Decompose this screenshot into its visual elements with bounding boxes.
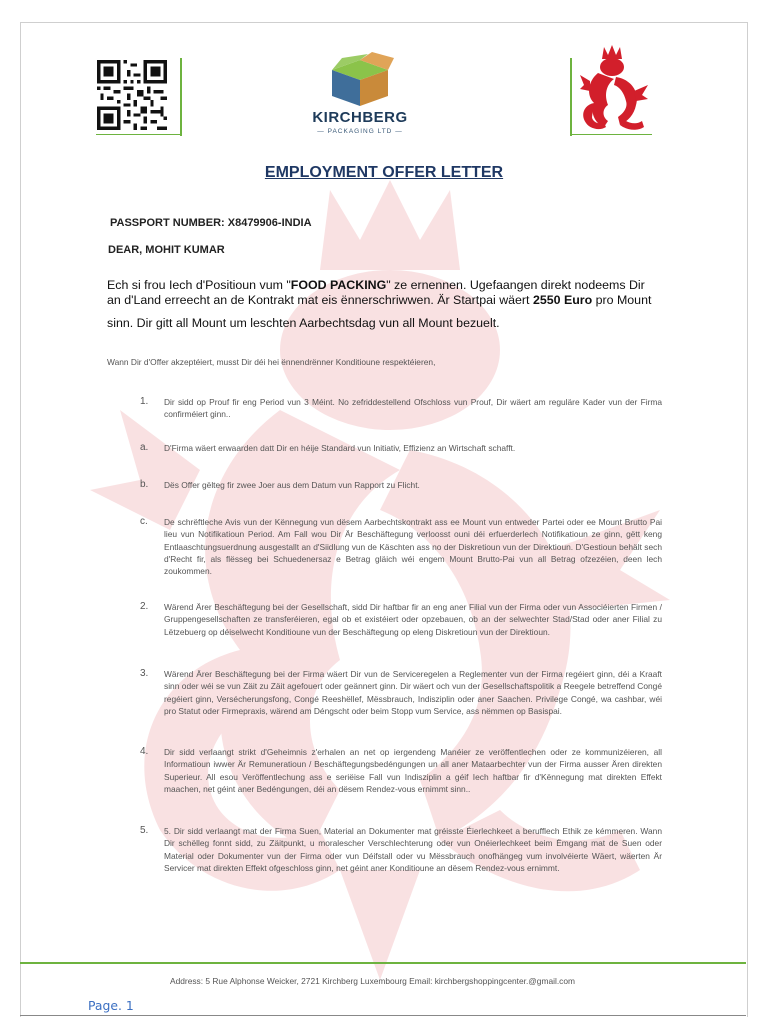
- list-item-number: c.: [140, 516, 148, 527]
- list-item-number: b.: [140, 479, 149, 490]
- list-item-text: Dës Offer gëlteg fir zwee Joer aus dem Datum vun Rapport zu Flicht.: [164, 480, 420, 490]
- footer-address: Address: 5 Rue Alphonse Weicker, 2721 Kirchberg Luxembourg Email: kirchbergshoppingcenter.@gmail.com: [170, 976, 575, 986]
- passport-number: PASSPORT NUMBER: X8479906-INDIA: [110, 217, 312, 229]
- list-item-number: 3.: [140, 668, 149, 679]
- header-rule-right: [570, 134, 652, 135]
- list-item-text: Wärend Ärer Beschäftegung bei der Gesellschaft, sidd Dir haftbar fir an eng aner Filial vun der Firma oder vun Associéierten Firmen / Gruppengesellschaften ze transferéieren, egal ob et existéiert oder opzebauen, ob an der selwechter Stad/Stad oder aner Filial zu Lëtzebuerg op déiselwecht Konditioune vun der Beschäftegung op eleng Diskretioun vun der Direktioun.: [164, 602, 662, 637]
- header-rule-left: [96, 134, 182, 135]
- intro-paragraph: Ech si frou Iech d'Positioun vum "FOOD PACKING" ze ernennen. Ugefaangen direkt nodeems Dir an d'Land erreecht an de Kontrakt mat eis ënnerschriwwen. Är Startpai wäert 2550 Euro pro Mount sinn. Dir gitt all Mount um leschten Aarbechtsdag vun all Mount bezuelt.: [107, 278, 652, 330]
- page-title: EMPLOYMENT OFFER LETTER: [264, 164, 504, 181]
- list-item-number: 5.: [140, 825, 149, 836]
- company-name: KIRCHBERG: [312, 109, 408, 126]
- conditions-intro: Wann Dir d'Offer akzeptéiert, musst Dir déi hei ënnendrënner Konditioune respektéieren,: [107, 357, 436, 367]
- list-item-text: Dir sidd op Prouf fir eng Period vun 3 Méint. No zefriddestellend Ofschloss vun Prouf, Dir wäert am reguläre Kader vun der Firma confirméiert ginn..: [164, 397, 662, 420]
- position-name: FOOD PACKING: [290, 278, 387, 292]
- qr-code-icon: [97, 60, 167, 130]
- footer-divider: [20, 962, 746, 964]
- header-divider-left: [180, 58, 182, 136]
- list-item-number: 2.: [140, 601, 149, 612]
- list-item-text: De schrëftleche Avis vun der Kënnegung vun dësem Aarbechtskontrakt ass ee Mount vun entweder Partei oder ee Mount Brutto Pai lieu vun Notifikatioun Period. Am Fall wou Dir Är Beschäftegung verloosst ouni déi erfuerderlech Notifikatioun ze ginn, gëtt keng Entlaaschtungsuerdnung ausgestallt an d'Siidlung vun de Käschten ass no der Diskretioun vun der Direktioun. D'Gestioun behält sech d'Recht fir, als flësseg bei Schuedenersaz e Betrag gläich wéi engem Mount Brutto-Pai vun all Betrag ofzezéien, deen lech zoukommen.: [164, 517, 662, 577]
- list-item-text: Wärend Ärer Beschäftegung bei der Firma wäert Dir vun de Serviceregelen a Reglementer vun der Firma regéiert ginn, déi a Kraaft sinn oder wéi se vun Zäit zu Zäit agefouert oder geännert ginn. Dir wäert och vun der Gesellschaftspolitik a Reegele betreffend Congé regéiert ginn, Versécherungsfong, Congé Reeshëllef, Mëssbrauch, Indisziplin oder aner Saachen. Privilege Congé, wa cashbar, wéi pro Statut oder Firmepraxis, wärend am Déngscht oder beim Stopp vum Service, ass nëmmen op Basispai.: [164, 669, 662, 716]
- list-item-text: D'Firma wäert erwaarden datt Dir en héije Standard vun Initiativ, Effizienz an Wirtschaft schafft.: [164, 443, 516, 453]
- page-number: Page. 1: [88, 998, 134, 1013]
- package-boxes-icon: [320, 52, 400, 108]
- salary-amount: 2550 Euro: [532, 293, 593, 307]
- lion-crest-icon: [580, 45, 650, 133]
- page-bottom-rule: [20, 1015, 746, 1016]
- list-item-text: Dir sidd verlaangt strikt d'Geheimnis z'erhalen an net op iergendeng Manéier ze veröffentlechen oder ze kommunizéieren, all Informatioun iwwer Är Remuneratioun / Beschäftegungsbedéngungen un all aner Mataarbechter vun der Firma ausser Ären direkten Superieur. All esou Veröffentlechung ass e seriëise Fall vun Indisziplin a géif Iech haftbar fir d'Kënnegung mat direkten Effekt maachen, net géint aner Bedéngungen, déi an dësem Rendez-vous ernimmt sinn..: [164, 747, 662, 794]
- list-item-text: 5. Dir sidd verlaangt mat der Firma Suen, Material an Dokumenter mat gréisste Éierlechkeet a berufflech Ethik ze kémmeren. Wann Dir schëlleg fonnt sidd, zu Zäitpunkt, u moralescher Verschlechterung oder vun Onéierlechkeet beim Ëmgang mat de Suen oder Material oder Dokumenter vun der Firma oder vun Déifstall oder vu Mëssbrauch onofhängeg vum involvéierte Wäert, wäerten Är Servicer mat direkten Effekt ofgeschloss ginn, net géint aner Konditioune an dësem Rendez-vous ernimmt.: [164, 826, 662, 873]
- list-item-number: 4.: [140, 746, 149, 757]
- company-logo: [300, 52, 420, 135]
- company-subtitle: — PACKAGING LTD —: [317, 128, 403, 135]
- salutation: DEAR, MOHIT KUMAR: [108, 244, 225, 256]
- list-item-number: a.: [140, 442, 149, 453]
- header-divider-right: [570, 58, 572, 136]
- list-item-number: 1.: [140, 396, 149, 407]
